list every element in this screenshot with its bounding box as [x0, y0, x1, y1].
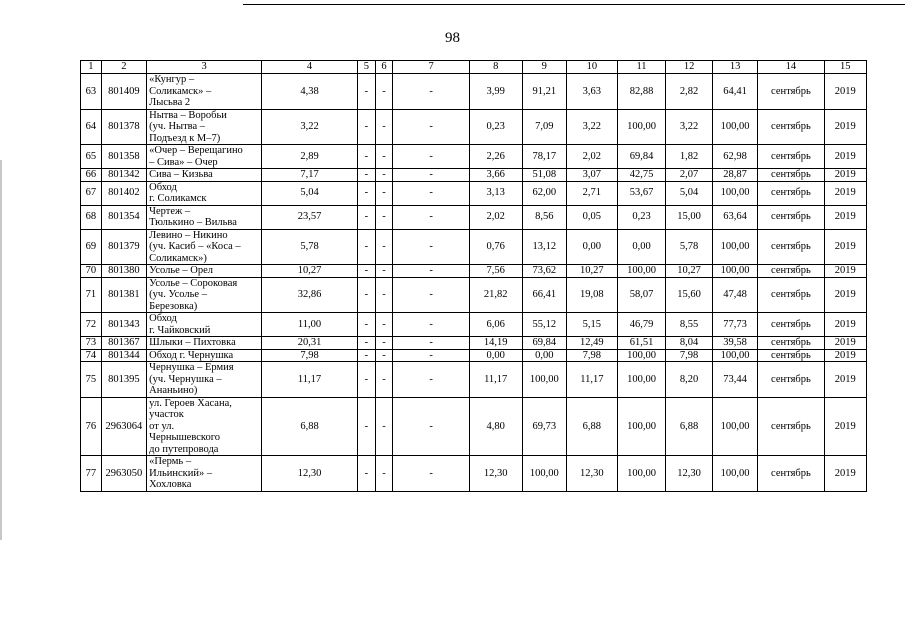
- column-number: 14: [758, 61, 824, 74]
- col-6-cell: -: [375, 181, 393, 205]
- road-name-cell: Сива – Кизьва: [147, 169, 262, 182]
- road-code-cell: 801343: [101, 313, 147, 337]
- col-8-cell: 14,19: [469, 337, 522, 350]
- table-row: [81, 337, 867, 350]
- col-8-cell: 21,82: [469, 277, 522, 313]
- col-6-cell: -: [375, 205, 393, 229]
- column-number: 9: [522, 61, 566, 74]
- col-6-cell: -: [375, 169, 393, 182]
- col-9-cell: 0,00: [522, 349, 566, 362]
- col-5-cell: -: [358, 265, 376, 278]
- col-6-cell: -: [375, 145, 393, 169]
- column-number: 4: [261, 61, 357, 74]
- col-13-cell: 100,00: [712, 349, 758, 362]
- length-km-cell: 3,22: [261, 109, 357, 145]
- row-number-cell: 72: [81, 313, 102, 337]
- col-10-cell: 11,17: [567, 362, 618, 398]
- col-12-cell: 5,78: [666, 229, 713, 265]
- month-cell: сентябрь: [758, 397, 824, 456]
- col-7-cell: -: [393, 205, 470, 229]
- col-5-cell: -: [358, 349, 376, 362]
- year-cell: 2019: [824, 109, 866, 145]
- col-13-cell: 47,48: [712, 277, 758, 313]
- length-km-cell: 2,89: [261, 145, 357, 169]
- col-10-cell: 2,02: [567, 145, 618, 169]
- length-km-cell: 6,88: [261, 397, 357, 456]
- col-11-cell: 100,00: [617, 109, 666, 145]
- col-12-cell: 12,30: [666, 456, 713, 492]
- road-table: [80, 60, 867, 492]
- table-row: [81, 277, 867, 313]
- col-5-cell: -: [358, 337, 376, 350]
- month-cell: сентябрь: [758, 265, 824, 278]
- year-cell: 2019: [824, 337, 866, 350]
- year-cell: 2019: [824, 349, 866, 362]
- col-6-cell: -: [375, 362, 393, 398]
- col-13-cell: 62,98: [712, 145, 758, 169]
- table-row: [81, 169, 867, 182]
- col-13-cell: 100,00: [712, 229, 758, 265]
- col-10-cell: 0,05: [567, 205, 618, 229]
- table-row: [81, 109, 867, 145]
- col-8-cell: 4,80: [469, 397, 522, 456]
- col-13-cell: 64,41: [712, 74, 758, 110]
- col-9-cell: 78,17: [522, 145, 566, 169]
- col-7-cell: -: [393, 169, 470, 182]
- row-number-cell: 68: [81, 205, 102, 229]
- col-9-cell: 91,21: [522, 74, 566, 110]
- road-code-cell: 2963050: [101, 456, 147, 492]
- col-7-cell: -: [393, 337, 470, 350]
- col-11-cell: 42,75: [617, 169, 666, 182]
- col-12-cell: 15,00: [666, 205, 713, 229]
- road-name-cell: Обход г. Чернушка: [147, 349, 262, 362]
- length-km-cell: 11,00: [261, 313, 357, 337]
- col-7-cell: -: [393, 74, 470, 110]
- month-cell: сентябрь: [758, 277, 824, 313]
- col-7-cell: -: [393, 397, 470, 456]
- col-10-cell: 12,49: [567, 337, 618, 350]
- road-name-cell: «Очер – Верещагино – Сива» – Очер: [147, 145, 262, 169]
- col-5-cell: -: [358, 362, 376, 398]
- col-9-cell: 66,41: [522, 277, 566, 313]
- col-5-cell: -: [358, 169, 376, 182]
- road-name-cell: Обход г. Соликамск: [147, 181, 262, 205]
- road-code-cell: 2963064: [101, 397, 147, 456]
- year-cell: 2019: [824, 229, 866, 265]
- row-number-cell: 66: [81, 169, 102, 182]
- column-number: 7: [393, 61, 470, 74]
- col-8-cell: 3,66: [469, 169, 522, 182]
- col-11-cell: 82,88: [617, 74, 666, 110]
- table-row: [81, 456, 867, 492]
- col-11-cell: 58,07: [617, 277, 666, 313]
- road-name-cell: Шлыки – Пихтовка: [147, 337, 262, 350]
- year-cell: 2019: [824, 205, 866, 229]
- road-name-cell: Усолье – Сороковая (уч. Усолье – Березовка): [147, 277, 262, 313]
- col-12-cell: 5,04: [666, 181, 713, 205]
- col-12-cell: 8,20: [666, 362, 713, 398]
- col-10-cell: 6,88: [567, 397, 618, 456]
- col-13-cell: 100,00: [712, 181, 758, 205]
- table-row: [81, 397, 867, 456]
- col-5-cell: -: [358, 205, 376, 229]
- col-9-cell: 62,00: [522, 181, 566, 205]
- col-7-cell: -: [393, 229, 470, 265]
- col-11-cell: 100,00: [617, 397, 666, 456]
- year-cell: 2019: [824, 362, 866, 398]
- col-11-cell: 46,79: [617, 313, 666, 337]
- col-5-cell: -: [358, 229, 376, 265]
- col-8-cell: 2,02: [469, 205, 522, 229]
- length-km-cell: 10,27: [261, 265, 357, 278]
- col-11-cell: 100,00: [617, 456, 666, 492]
- col-10-cell: 0,00: [567, 229, 618, 265]
- month-cell: сентябрь: [758, 362, 824, 398]
- column-number: 15: [824, 61, 866, 74]
- road-name-cell: Чернушка – Ермия (уч. Чернушка – Ананьино): [147, 362, 262, 398]
- road-name-cell: Обход г. Чайковский: [147, 313, 262, 337]
- row-number-cell: 70: [81, 265, 102, 278]
- col-11-cell: 53,67: [617, 181, 666, 205]
- year-cell: 2019: [824, 181, 866, 205]
- month-cell: сентябрь: [758, 109, 824, 145]
- length-km-cell: 12,30: [261, 456, 357, 492]
- col-10-cell: 10,27: [567, 265, 618, 278]
- col-11-cell: 100,00: [617, 265, 666, 278]
- col-6-cell: -: [375, 74, 393, 110]
- table-row: [81, 265, 867, 278]
- col-5-cell: -: [358, 456, 376, 492]
- column-number: 6: [375, 61, 393, 74]
- col-10-cell: 2,71: [567, 181, 618, 205]
- month-cell: сентябрь: [758, 169, 824, 182]
- col-6-cell: -: [375, 349, 393, 362]
- col-8-cell: 0,76: [469, 229, 522, 265]
- row-number-cell: 67: [81, 181, 102, 205]
- col-9-cell: 7,09: [522, 109, 566, 145]
- col-5-cell: -: [358, 181, 376, 205]
- col-5-cell: -: [358, 313, 376, 337]
- month-cell: сентябрь: [758, 456, 824, 492]
- col-5-cell: -: [358, 397, 376, 456]
- col-9-cell: 69,84: [522, 337, 566, 350]
- month-cell: сентябрь: [758, 337, 824, 350]
- column-number: 3: [147, 61, 262, 74]
- year-cell: 2019: [824, 313, 866, 337]
- col-10-cell: 19,08: [567, 277, 618, 313]
- month-cell: сентябрь: [758, 181, 824, 205]
- road-name-cell: ул. Героев Хасана, участок от ул. Чернышевского до путепровода: [147, 397, 262, 456]
- col-7-cell: -: [393, 456, 470, 492]
- road-code-cell: 801402: [101, 181, 147, 205]
- row-number-cell: 71: [81, 277, 102, 313]
- column-number: 1: [81, 61, 102, 74]
- col-9-cell: 8,56: [522, 205, 566, 229]
- col-6-cell: -: [375, 109, 393, 145]
- column-number: 8: [469, 61, 522, 74]
- col-10-cell: 3,22: [567, 109, 618, 145]
- col-7-cell: -: [393, 109, 470, 145]
- table-row: [81, 349, 867, 362]
- col-11-cell: 69,84: [617, 145, 666, 169]
- col-11-cell: 100,00: [617, 349, 666, 362]
- month-cell: сентябрь: [758, 313, 824, 337]
- year-cell: 2019: [824, 397, 866, 456]
- col-7-cell: -: [393, 181, 470, 205]
- road-code-cell: 801367: [101, 337, 147, 350]
- col-9-cell: 51,08: [522, 169, 566, 182]
- road-code-cell: 801354: [101, 205, 147, 229]
- col-12-cell: 2,82: [666, 74, 713, 110]
- col-12-cell: 1,82: [666, 145, 713, 169]
- column-number: 5: [358, 61, 376, 74]
- column-number: 10: [567, 61, 618, 74]
- row-number-cell: 75: [81, 362, 102, 398]
- table-row: [81, 362, 867, 398]
- year-cell: 2019: [824, 169, 866, 182]
- road-code-cell: 801380: [101, 265, 147, 278]
- month-cell: сентябрь: [758, 145, 824, 169]
- year-cell: 2019: [824, 74, 866, 110]
- month-cell: сентябрь: [758, 229, 824, 265]
- table-row: [81, 181, 867, 205]
- row-number-cell: 77: [81, 456, 102, 492]
- col-13-cell: 100,00: [712, 456, 758, 492]
- length-km-cell: 32,86: [261, 277, 357, 313]
- col-8-cell: 0,00: [469, 349, 522, 362]
- col-12-cell: 6,88: [666, 397, 713, 456]
- col-13-cell: 77,73: [712, 313, 758, 337]
- year-cell: 2019: [824, 145, 866, 169]
- col-8-cell: 3,99: [469, 74, 522, 110]
- col-6-cell: -: [375, 277, 393, 313]
- col-6-cell: -: [375, 397, 393, 456]
- col-8-cell: 12,30: [469, 456, 522, 492]
- col-12-cell: 3,22: [666, 109, 713, 145]
- row-number-cell: 63: [81, 74, 102, 110]
- row-number-cell: 64: [81, 109, 102, 145]
- length-km-cell: 5,04: [261, 181, 357, 205]
- col-13-cell: 100,00: [712, 397, 758, 456]
- col-5-cell: -: [358, 277, 376, 313]
- column-number: 11: [617, 61, 666, 74]
- col-10-cell: 3,07: [567, 169, 618, 182]
- col-7-cell: -: [393, 313, 470, 337]
- year-cell: 2019: [824, 277, 866, 313]
- col-5-cell: -: [358, 109, 376, 145]
- col-8-cell: 2,26: [469, 145, 522, 169]
- col-13-cell: 63,64: [712, 205, 758, 229]
- table-row: [81, 205, 867, 229]
- month-cell: сентябрь: [758, 74, 824, 110]
- col-10-cell: 7,98: [567, 349, 618, 362]
- road-name-cell: «Пермь – Ильинский» – Хохловка: [147, 456, 262, 492]
- road-name-cell: Нытва – Воробьи (уч. Нытва – Подъезд к М–7): [147, 109, 262, 145]
- year-cell: 2019: [824, 456, 866, 492]
- col-12-cell: 7,98: [666, 349, 713, 362]
- col-12-cell: 8,04: [666, 337, 713, 350]
- col-6-cell: -: [375, 265, 393, 278]
- length-km-cell: 5,78: [261, 229, 357, 265]
- col-10-cell: 3,63: [567, 74, 618, 110]
- col-9-cell: 73,62: [522, 265, 566, 278]
- road-code-cell: 801409: [101, 74, 147, 110]
- month-cell: сентябрь: [758, 205, 824, 229]
- col-5-cell: -: [358, 145, 376, 169]
- table-row: [81, 313, 867, 337]
- col-12-cell: 15,60: [666, 277, 713, 313]
- table-row: [81, 74, 867, 110]
- col-7-cell: -: [393, 145, 470, 169]
- road-code-cell: 801378: [101, 109, 147, 145]
- road-name-cell: Левино – Никино (уч. Касиб – «Коса – Соликамск»): [147, 229, 262, 265]
- row-number-cell: 69: [81, 229, 102, 265]
- length-km-cell: 4,38: [261, 74, 357, 110]
- col-7-cell: -: [393, 265, 470, 278]
- road-code-cell: 801395: [101, 362, 147, 398]
- length-km-cell: 7,17: [261, 169, 357, 182]
- col-10-cell: 12,30: [567, 456, 618, 492]
- col-6-cell: -: [375, 229, 393, 265]
- col-6-cell: -: [375, 337, 393, 350]
- row-number-cell: 65: [81, 145, 102, 169]
- road-name-cell: «Кунгур – Соликамск» – Лысьва 2: [147, 74, 262, 110]
- road-name-cell: Чертеж – Тюлькино – Вильва: [147, 205, 262, 229]
- col-11-cell: 0,23: [617, 205, 666, 229]
- col-10-cell: 5,15: [567, 313, 618, 337]
- scan-edge: [0, 160, 2, 540]
- col-7-cell: -: [393, 362, 470, 398]
- column-number: 2: [101, 61, 147, 74]
- col-7-cell: -: [393, 277, 470, 313]
- col-12-cell: 10,27: [666, 265, 713, 278]
- col-9-cell: 100,00: [522, 456, 566, 492]
- length-km-cell: 7,98: [261, 349, 357, 362]
- row-number-cell: 74: [81, 349, 102, 362]
- col-12-cell: 2,07: [666, 169, 713, 182]
- table-row: [81, 145, 867, 169]
- year-cell: 2019: [824, 265, 866, 278]
- col-13-cell: 73,44: [712, 362, 758, 398]
- col-9-cell: 55,12: [522, 313, 566, 337]
- col-6-cell: -: [375, 456, 393, 492]
- col-7-cell: -: [393, 349, 470, 362]
- top-rule: [243, 4, 905, 5]
- col-8-cell: 0,23: [469, 109, 522, 145]
- road-code-cell: 801344: [101, 349, 147, 362]
- length-km-cell: 23,57: [261, 205, 357, 229]
- col-9-cell: 100,00: [522, 362, 566, 398]
- col-8-cell: 6,06: [469, 313, 522, 337]
- col-9-cell: 13,12: [522, 229, 566, 265]
- col-13-cell: 100,00: [712, 265, 758, 278]
- length-km-cell: 11,17: [261, 362, 357, 398]
- col-13-cell: 100,00: [712, 109, 758, 145]
- road-code-cell: 801358: [101, 145, 147, 169]
- col-8-cell: 7,56: [469, 265, 522, 278]
- column-number: 12: [666, 61, 713, 74]
- month-cell: сентябрь: [758, 349, 824, 362]
- road-code-cell: 801379: [101, 229, 147, 265]
- col-11-cell: 100,00: [617, 362, 666, 398]
- road-code-cell: 801342: [101, 169, 147, 182]
- row-number-cell: 76: [81, 397, 102, 456]
- row-number-cell: 73: [81, 337, 102, 350]
- col-11-cell: 61,51: [617, 337, 666, 350]
- road-code-cell: 801381: [101, 277, 147, 313]
- column-number: 13: [712, 61, 758, 74]
- col-8-cell: 3,13: [469, 181, 522, 205]
- col-12-cell: 8,55: [666, 313, 713, 337]
- col-6-cell: -: [375, 313, 393, 337]
- column-number-row: [81, 61, 867, 74]
- col-13-cell: 39,58: [712, 337, 758, 350]
- table-row: [81, 229, 867, 265]
- col-13-cell: 28,87: [712, 169, 758, 182]
- road-name-cell: Усолье – Орел: [147, 265, 262, 278]
- length-km-cell: 20,31: [261, 337, 357, 350]
- col-11-cell: 0,00: [617, 229, 666, 265]
- col-9-cell: 69,73: [522, 397, 566, 456]
- page-number: 98: [445, 30, 460, 46]
- col-5-cell: -: [358, 74, 376, 110]
- col-8-cell: 11,17: [469, 362, 522, 398]
